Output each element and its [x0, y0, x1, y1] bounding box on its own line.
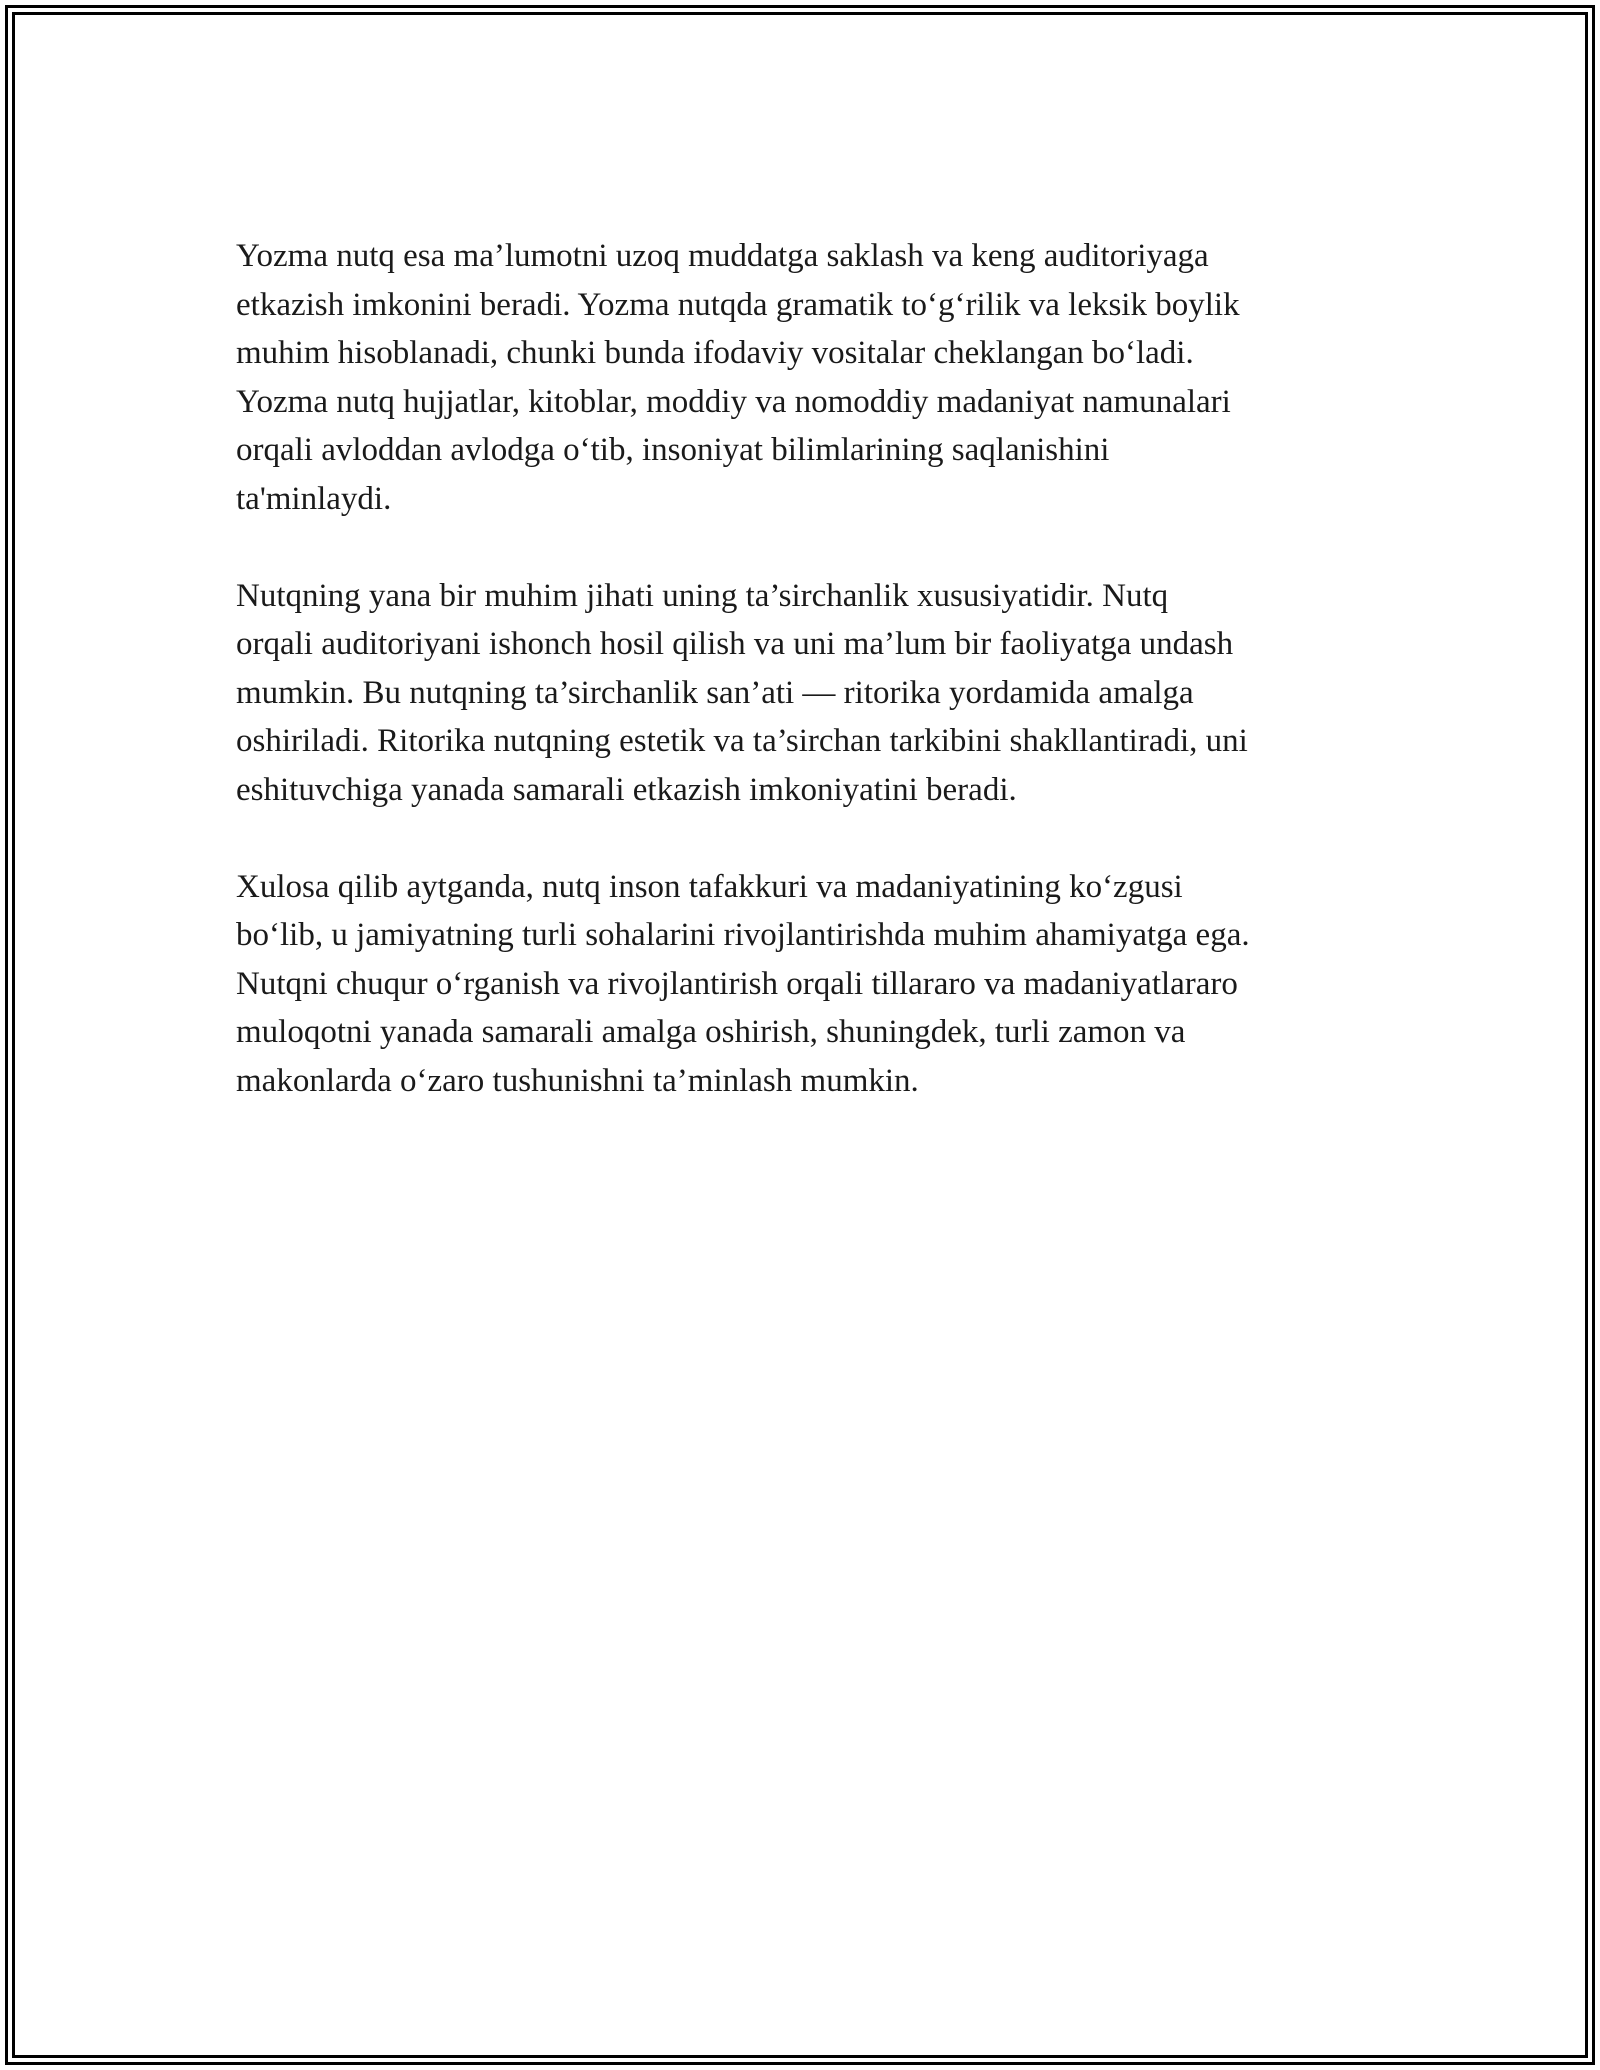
text-line: mumkin. Bu nutqning ta’sirchanlik san’ati — ritorika yordamida amalga [236, 674, 1194, 711]
paragraph-written-speech [236, 232, 1386, 523]
document-body [236, 232, 1386, 1154]
text-line: muloqotni yanada samarali amalga oshirish, shuningdek, turli zamon va [236, 1014, 1186, 1050]
text-line: Nutqni chuqur o‘rganish va rivojlantirish orqali tillararo va madaniyatlararo [236, 965, 1238, 1002]
text-line: makonlarda o‘zaro tushunishni ta’minlash mumkin. [236, 1062, 919, 1099]
text-line: bo‘lib, u jamiyatning turli sohalarini rivojlantirishda muhim ahamiyatga ega. [236, 917, 1250, 953]
text-line: oshiriladi. Ritorika nutqning estetik va ta’sirchan tarkibini shakllantiradi, uni [236, 723, 1248, 759]
text-line: Yozma nutq hujjatlar, kitoblar, moddiy va nomoddiy madaniyat namunalari [236, 383, 1231, 420]
text-line: Yozma nutq esa ma’lumotni uzoq muddatga saklash va keng auditoriyaga [236, 238, 1209, 274]
paragraph-conclusion [236, 863, 1386, 1106]
text-line: orqali avloddan avlodga o‘tib, insoniyat bilimlarining saqlanishini [236, 432, 1110, 468]
text-line: muhim hisoblanadi, chunki bunda ifodaviy vositalar cheklangan bo‘ladi. [236, 335, 1194, 371]
paragraph-rhetoric [236, 572, 1386, 815]
text-line: Xulosa qilib aytganda, nutq inson tafakkuri va madaniyatining ko‘zgusi [236, 868, 1183, 905]
text-line: ta'minlaydi. [236, 480, 392, 517]
text-line: etkazish imkonini beradi. Yozma nutqda gramatik to‘g‘rilik va leksik boylik [236, 286, 1240, 323]
text-line: Nutqning yana bir muhim jihati uning ta’sirchanlik xususiyatidir. Nutq [236, 577, 1169, 614]
text-line: eshituvchiga yanada samarali etkazish imkoniyatini beradi. [236, 771, 1017, 808]
text-line: orqali auditoriyani ishonch hosil qilish va uni ma’lum bir faoliyatga undash [236, 626, 1234, 662]
